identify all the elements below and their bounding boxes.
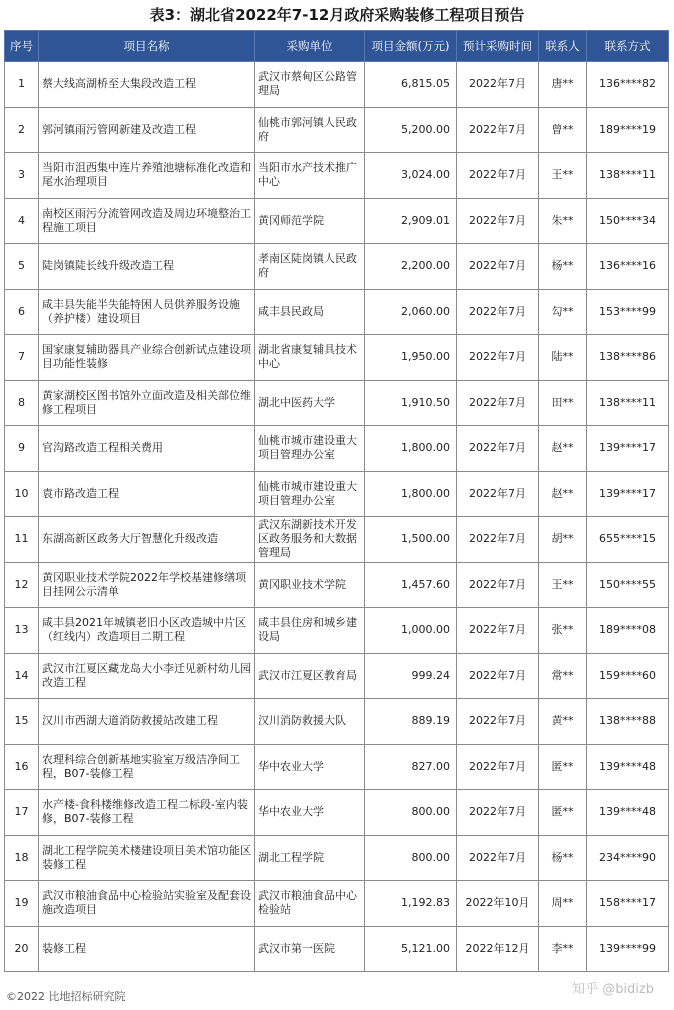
header-index: 序号 xyxy=(5,31,39,62)
cell-amount: 6,815.05 xyxy=(365,62,457,108)
cell-phone: 158****17 xyxy=(587,881,669,927)
table-row xyxy=(5,471,669,517)
cell-project-name: 南校区雨污分流管网改造及周边环境整治工程施工项目 xyxy=(39,198,255,244)
cell-purchaser: 黄冈师范学院 xyxy=(255,198,365,244)
cell-phone: 159****60 xyxy=(587,653,669,699)
cell-time: 2022年7月 xyxy=(457,244,539,290)
cell-project-name: 咸丰县失能半失能特困人员供养服务设施（养护楼）建设项目 xyxy=(39,289,255,335)
cell-purchaser: 湖北中医药大学 xyxy=(255,380,365,426)
cell-time: 2022年7月 xyxy=(457,62,539,108)
cell-phone: 234****90 xyxy=(587,835,669,881)
header-phone: 联系方式 xyxy=(587,31,669,62)
cell-project-name: 当阳市沮西集中连片养殖池塘标准化改造和尾水治理项目 xyxy=(39,153,255,199)
cell-contact: 常** xyxy=(539,653,587,699)
table-row xyxy=(5,153,669,199)
cell-contact: 匿** xyxy=(539,790,587,836)
cell-purchaser: 黄冈职业技术学院 xyxy=(255,562,365,608)
cell-phone: 150****34 xyxy=(587,198,669,244)
cell-contact: 赵** xyxy=(539,426,587,472)
cell-phone: 139****48 xyxy=(587,744,669,790)
cell-project-name: 东湖高新区政务大厅智慧化升级改造 xyxy=(39,517,255,563)
table-row xyxy=(5,335,669,381)
table-row xyxy=(5,790,669,836)
cell-contact: 匿** xyxy=(539,744,587,790)
header-amount: 项目金额(万元) xyxy=(365,31,457,62)
cell-contact: 周** xyxy=(539,881,587,927)
cell-time: 2022年7月 xyxy=(457,289,539,335)
cell-amount: 800.00 xyxy=(365,835,457,881)
cell-time: 2022年7月 xyxy=(457,335,539,381)
table-row xyxy=(5,608,669,654)
cell-time: 2022年7月 xyxy=(457,198,539,244)
cell-index: 15 xyxy=(5,699,39,745)
cell-project-name: 咸丰县2021年城镇老旧小区改造城中片区（红线内）改造项目二期工程 xyxy=(39,608,255,654)
cell-index: 6 xyxy=(5,289,39,335)
cell-contact: 杨** xyxy=(539,244,587,290)
cell-index: 7 xyxy=(5,335,39,381)
cell-contact: 田** xyxy=(539,380,587,426)
cell-purchaser: 汉川消防救援大队 xyxy=(255,699,365,745)
header-purchaser: 采购单位 xyxy=(255,31,365,62)
cell-index: 5 xyxy=(5,244,39,290)
cell-time: 2022年7月 xyxy=(457,562,539,608)
cell-contact: 王** xyxy=(539,562,587,608)
cell-contact: 勾** xyxy=(539,289,587,335)
table-row xyxy=(5,926,669,972)
cell-project-name: 袁市路改造工程 xyxy=(39,471,255,517)
cell-index: 3 xyxy=(5,153,39,199)
table-row xyxy=(5,62,669,108)
cell-index: 19 xyxy=(5,881,39,927)
cell-phone: 138****86 xyxy=(587,335,669,381)
cell-purchaser: 咸丰县民政局 xyxy=(255,289,365,335)
cell-purchaser: 咸丰县住房和城乡建设局 xyxy=(255,608,365,654)
cell-index: 9 xyxy=(5,426,39,472)
table-row xyxy=(5,380,669,426)
cell-amount: 2,060.00 xyxy=(365,289,457,335)
table-row xyxy=(5,289,669,335)
table-body xyxy=(5,62,669,972)
cell-contact: 朱** xyxy=(539,198,587,244)
cell-project-name: 水产楼-食科楼维修改造工程二标段-室内装修，B07-装修工程 xyxy=(39,790,255,836)
table-row xyxy=(5,244,669,290)
cell-time: 2022年7月 xyxy=(457,380,539,426)
cell-purchaser: 武汉市第一医院 xyxy=(255,926,365,972)
cell-amount: 800.00 xyxy=(365,790,457,836)
cell-project-name: 陡岗镇陡长线升级改造工程 xyxy=(39,244,255,290)
cell-phone: 139****17 xyxy=(587,471,669,517)
table-row xyxy=(5,653,669,699)
header-time: 预计采购时间 xyxy=(457,31,539,62)
cell-phone: 189****08 xyxy=(587,608,669,654)
cell-purchaser: 仙桃市郭河镇人民政府 xyxy=(255,107,365,153)
cell-phone: 139****99 xyxy=(587,926,669,972)
watermark: 知乎 @bidizb xyxy=(572,982,654,997)
cell-project-name: 郭河镇雨污管网新建及改造工程 xyxy=(39,107,255,153)
cell-amount: 5,121.00 xyxy=(365,926,457,972)
cell-phone: 150****55 xyxy=(587,562,669,608)
cell-time: 2022年7月 xyxy=(457,471,539,517)
cell-index: 16 xyxy=(5,744,39,790)
cell-amount: 1,910.50 xyxy=(365,380,457,426)
cell-index: 13 xyxy=(5,608,39,654)
cell-time: 2022年10月 xyxy=(457,881,539,927)
cell-amount: 1,800.00 xyxy=(365,471,457,517)
cell-purchaser: 武汉市蔡甸区公路管理局 xyxy=(255,62,365,108)
cell-phone: 136****16 xyxy=(587,244,669,290)
cell-index: 8 xyxy=(5,380,39,426)
cell-time: 2022年7月 xyxy=(457,790,539,836)
cell-amount: 1,192.83 xyxy=(365,881,457,927)
cell-index: 12 xyxy=(5,562,39,608)
cell-phone: 139****48 xyxy=(587,790,669,836)
table-row xyxy=(5,881,669,927)
table-row xyxy=(5,107,669,153)
cell-purchaser: 武汉市江夏区教育局 xyxy=(255,653,365,699)
cell-amount: 827.00 xyxy=(365,744,457,790)
cell-project-name: 蔡大线高湖桥至大集段改造工程 xyxy=(39,62,255,108)
cell-purchaser: 湖北工程学院 xyxy=(255,835,365,881)
cell-contact: 胡** xyxy=(539,517,587,563)
cell-time: 2022年7月 xyxy=(457,153,539,199)
cell-index: 2 xyxy=(5,107,39,153)
table-row xyxy=(5,744,669,790)
table-row xyxy=(5,699,669,745)
cell-project-name: 黄冈职业技术学院2022年学校基建修缮项目挂网公示清单 xyxy=(39,562,255,608)
cell-index: 17 xyxy=(5,790,39,836)
cell-time: 2022年12月 xyxy=(457,926,539,972)
cell-purchaser: 孝南区陡岗镇人民政府 xyxy=(255,244,365,290)
cell-amount: 2,909.01 xyxy=(365,198,457,244)
cell-contact: 李** xyxy=(539,926,587,972)
cell-contact: 陆** xyxy=(539,335,587,381)
cell-amount: 999.24 xyxy=(365,653,457,699)
cell-contact: 曾** xyxy=(539,107,587,153)
table-row xyxy=(5,835,669,881)
cell-index: 10 xyxy=(5,471,39,517)
cell-contact: 赵** xyxy=(539,471,587,517)
cell-time: 2022年7月 xyxy=(457,426,539,472)
cell-index: 20 xyxy=(5,926,39,972)
table-row xyxy=(5,426,669,472)
cell-purchaser: 仙桃市城市建设重大项目管理办公室 xyxy=(255,426,365,472)
header-contact: 联系人 xyxy=(539,31,587,62)
header-project-name: 项目名称 xyxy=(39,31,255,62)
cell-amount: 1,800.00 xyxy=(365,426,457,472)
cell-purchaser: 华中农业大学 xyxy=(255,744,365,790)
cell-project-name: 国家康复辅助器具产业综合创新试点建设项目功能性装修 xyxy=(39,335,255,381)
cell-index: 14 xyxy=(5,653,39,699)
cell-index: 1 xyxy=(5,62,39,108)
cell-project-name: 黄家湖校区图书馆外立面改造及相关部位维修工程项目 xyxy=(39,380,255,426)
cell-amount: 5,200.00 xyxy=(365,107,457,153)
cell-phone: 153****99 xyxy=(587,289,669,335)
cell-project-name: 武汉市江夏区藏龙岛大小李迁见新村幼儿园改造工程 xyxy=(39,653,255,699)
cell-project-name: 武汉市粮油食品中心检验站实验室及配套设施改造项目 xyxy=(39,881,255,927)
cell-purchaser: 湖北省康复辅具技术中心 xyxy=(255,335,365,381)
cell-amount: 1,950.00 xyxy=(365,335,457,381)
cell-phone: 655****15 xyxy=(587,517,669,563)
table-row xyxy=(5,517,669,563)
cell-purchaser: 武汉市粮油食品中心检验站 xyxy=(255,881,365,927)
cell-amount: 1,500.00 xyxy=(365,517,457,563)
cell-project-name: 湖北工程学院美术楼建设项目美术馆功能区装修工程 xyxy=(39,835,255,881)
cell-phone: 138****11 xyxy=(587,380,669,426)
cell-contact: 黄** xyxy=(539,699,587,745)
cell-index: 4 xyxy=(5,198,39,244)
cell-index: 18 xyxy=(5,835,39,881)
cell-contact: 王** xyxy=(539,153,587,199)
cell-phone: 136****82 xyxy=(587,62,669,108)
cell-purchaser: 华中农业大学 xyxy=(255,790,365,836)
cell-time: 2022年7月 xyxy=(457,699,539,745)
cell-time: 2022年7月 xyxy=(457,653,539,699)
procurement-table xyxy=(4,30,669,972)
cell-project-name: 官沟路改造工程相关费用 xyxy=(39,426,255,472)
cell-project-name: 装修工程 xyxy=(39,926,255,972)
cell-contact: 唐** xyxy=(539,62,587,108)
cell-time: 2022年7月 xyxy=(457,835,539,881)
cell-phone: 189****19 xyxy=(587,107,669,153)
cell-index: 11 xyxy=(5,517,39,563)
table-row xyxy=(5,198,669,244)
cell-contact: 张** xyxy=(539,608,587,654)
cell-phone: 138****88 xyxy=(587,699,669,745)
table-title: 表3：湖北省2022年7-12月政府采购装修工程项目预告 xyxy=(149,6,525,24)
cell-time: 2022年7月 xyxy=(457,608,539,654)
cell-amount: 2,200.00 xyxy=(365,244,457,290)
cell-phone: 139****17 xyxy=(587,426,669,472)
cell-phone: 138****11 xyxy=(587,153,669,199)
cell-amount: 889.19 xyxy=(365,699,457,745)
cell-purchaser: 武汉东湖新技术开发区政务服务和大数据管理局 xyxy=(255,517,365,563)
cell-purchaser: 仙桃市城市建设重大项目管理办公室 xyxy=(255,471,365,517)
cell-purchaser: 当阳市水产技术推广中心 xyxy=(255,153,365,199)
copyright-footer: ©2022 比地招标研究院 xyxy=(6,990,126,1003)
header-row xyxy=(5,31,669,62)
cell-time: 2022年7月 xyxy=(457,107,539,153)
cell-time: 2022年7月 xyxy=(457,517,539,563)
cell-amount: 3,024.00 xyxy=(365,153,457,199)
cell-project-name: 农理科综合创新基地实验室万级洁净间工程，B07-装修工程 xyxy=(39,744,255,790)
cell-contact: 杨** xyxy=(539,835,587,881)
cell-amount: 1,457.60 xyxy=(365,562,457,608)
cell-amount: 1,000.00 xyxy=(365,608,457,654)
cell-project-name: 汉川市西湖大道消防救援站改建工程 xyxy=(39,699,255,745)
cell-time: 2022年7月 xyxy=(457,744,539,790)
table-row xyxy=(5,562,669,608)
